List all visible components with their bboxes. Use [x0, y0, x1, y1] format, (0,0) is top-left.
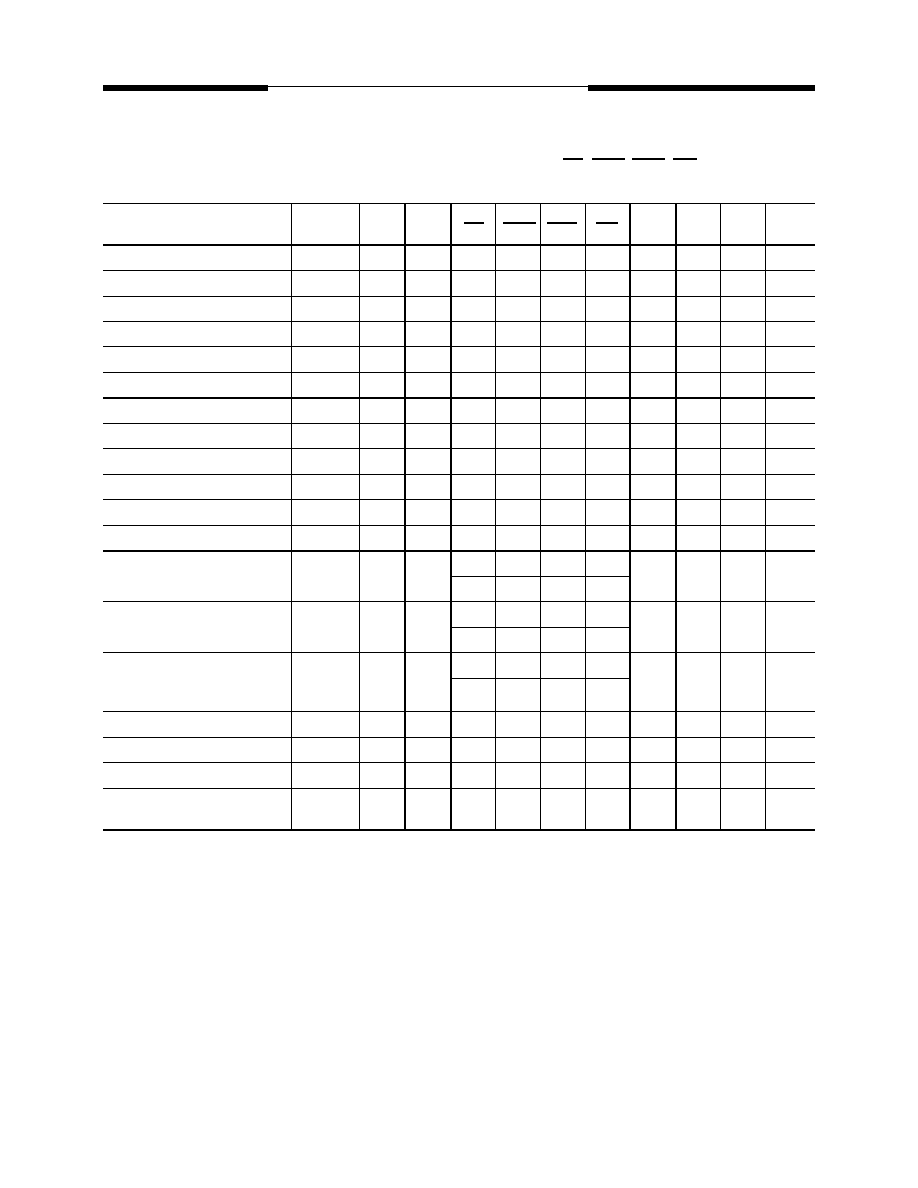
row-separator	[103, 423, 815, 424]
row-separator	[103, 474, 815, 475]
column-divider	[291, 203, 292, 830]
row-separator	[103, 525, 815, 526]
row-separator	[103, 788, 815, 789]
row-separator	[103, 372, 815, 373]
row-separator	[103, 499, 815, 500]
column-divider	[675, 203, 677, 830]
row-separator	[103, 652, 815, 653]
section-separator	[103, 397, 815, 399]
column-divider	[540, 203, 541, 830]
overline-mark	[592, 158, 625, 160]
row-separator	[103, 762, 815, 763]
header-rule-left	[103, 85, 268, 91]
row-separator	[103, 448, 815, 449]
column-divider	[629, 203, 631, 830]
column-divider	[765, 203, 766, 830]
overline-mark	[632, 158, 665, 160]
row-separator	[103, 270, 815, 271]
overline-mark	[563, 158, 583, 160]
header-overline	[503, 222, 536, 224]
row-separator	[103, 601, 815, 602]
table-bottom-border	[103, 829, 815, 831]
column-divider	[404, 203, 406, 830]
header-overline	[547, 222, 577, 224]
overline-mark	[673, 158, 697, 160]
row-separator	[103, 346, 815, 347]
header-rule-right	[588, 85, 815, 91]
row-separator	[103, 321, 815, 322]
table-top-border	[103, 203, 815, 204]
column-divider	[450, 203, 452, 830]
header-rule-center	[268, 86, 588, 87]
column-divider	[495, 203, 496, 830]
row-separator	[103, 737, 815, 738]
header-separator	[103, 244, 815, 246]
header-overline	[596, 222, 618, 224]
header-overline	[464, 222, 484, 224]
column-divider	[585, 203, 586, 830]
row-separator	[103, 711, 815, 712]
column-divider	[359, 203, 360, 830]
row-separator	[103, 296, 815, 297]
column-divider	[720, 203, 721, 830]
section-separator	[103, 550, 815, 552]
